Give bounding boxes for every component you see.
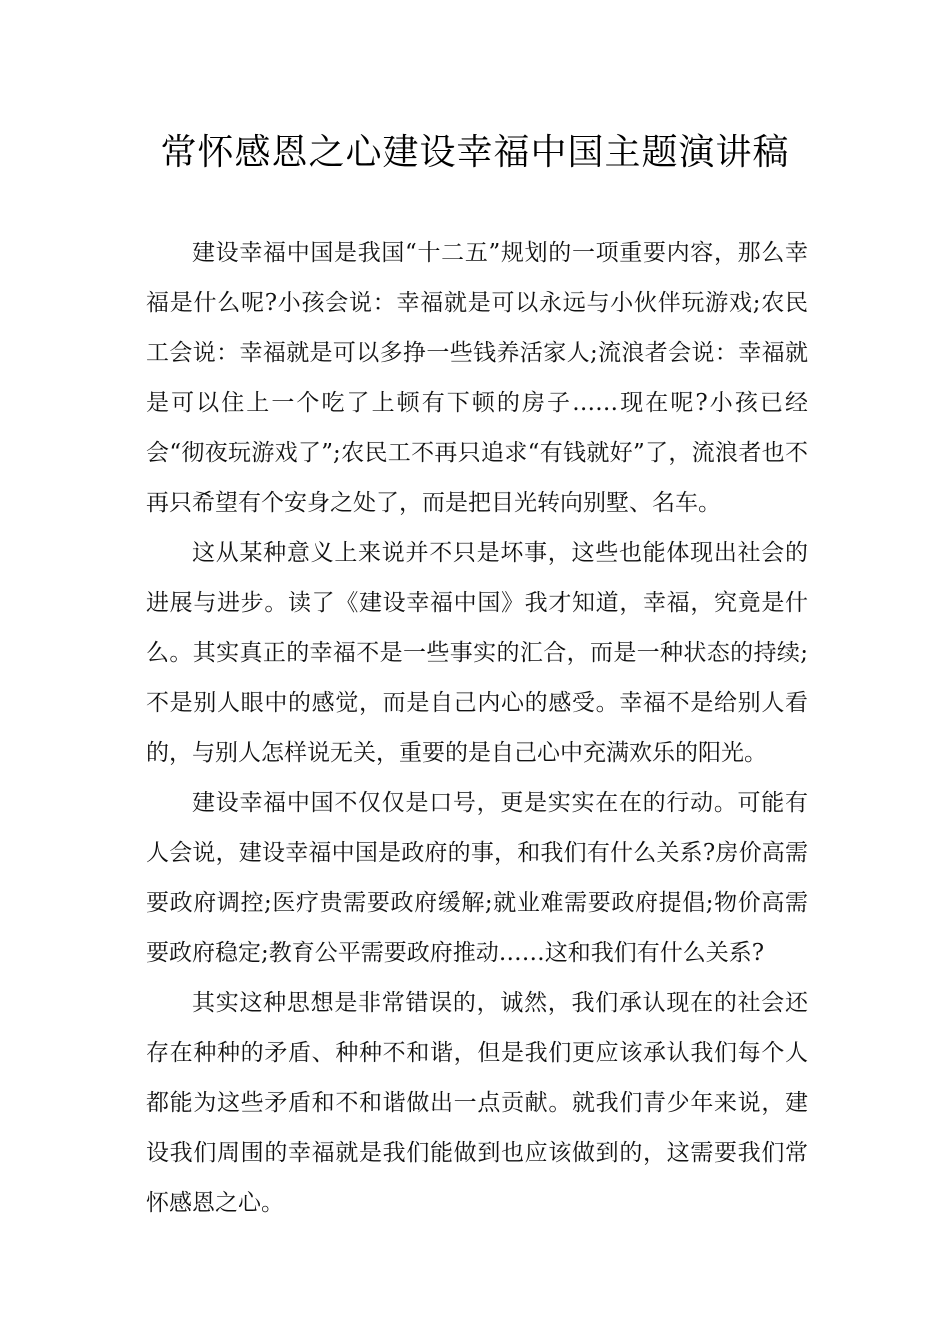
document-body — [146, 228, 808, 1228]
paragraph-2: 这从某种意义上来说并不只是坏事，这些也能体现出社会的进展与进步。读了《建设幸福中国》我才知道，幸福，究竟是什么。其实真正的幸福不是一些事实的汇合，而是一种状态的持续;不是别人眼中的感觉，而是自己内心的感受。幸福不是给别人看的，与别人怎样说无关，重要的是自己心中充满欢乐的阳光。 — [146, 540, 808, 766]
paragraph-4: 其实这种思想是非常错误的，诚然，我们承认现在的社会还存在种种的矛盾、种种不和谐，但是我们更应该承认我们每个人都能为这些矛盾和不和谐做出一点贡献。就我们青少年来说，建设我们周围的幸福就是我们能做到也应该做到的，这需要我们常怀感恩之心。 — [146, 990, 808, 1216]
paragraph-1: 建设幸福中国是我国“十二五”规划的一项重要内容，那么幸福是什么呢?小孩会说：幸福就是可以永远与小伙伴玩游戏;农民工会说：幸福就是可以多挣一些钱养活家人;流浪者会说：幸福就是可以住上一个吃了上顿有下顿的房子……现在呢?小孩已经会“彻夜玩游戏了”;农民工不再只追求“有钱就好”了，流浪者也不再只希望有个安身之处了，而是把目光转向别墅、名车。 — [146, 240, 808, 516]
paragraph-3: 建设幸福中国不仅仅是口号，更是实实在在的行动。可能有人会说，建设幸福中国是政府的事，和我们有什么关系?房价高需要政府调控;医疗贵需要政府缓解;就业难需要政府提倡;物价高需要政府稳定;教育公平需要政府推动……这和我们有什么关系? — [146, 790, 808, 966]
document-title: 常怀感恩之心建设幸福中国主题演讲稿 — [160, 132, 790, 173]
